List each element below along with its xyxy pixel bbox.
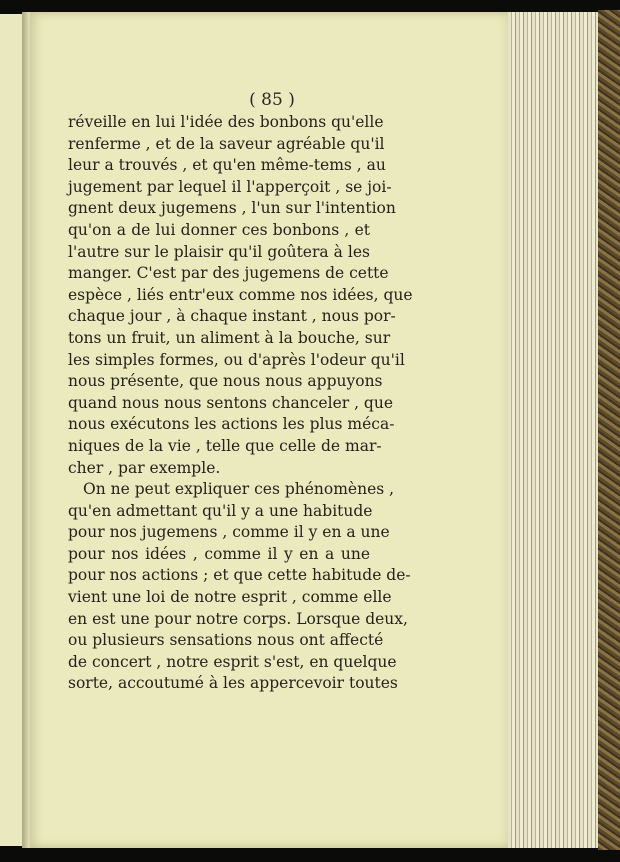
text-line: pour nos idées , comme il y en a une: [68, 544, 370, 563]
text-line: qu'on a de lui donner ces bonbons , et: [68, 220, 370, 239]
text-line: pour nos actions ; et que cette habitude de-: [68, 566, 411, 585]
text-line: nous présente, que nous nous appuyons: [68, 372, 383, 391]
text-line: vient une loi de notre esprit , comme elle: [68, 588, 392, 607]
book-cover-edge: [598, 10, 620, 850]
page-number: ( 85 ): [249, 90, 295, 110]
text-line: tons un fruit, un aliment à la bouche, sur: [68, 328, 391, 347]
text-line: les simples formes, ou d'après l'odeur qu'il: [68, 350, 405, 369]
text-line: de concert , notre esprit s'est, en quelque: [68, 652, 397, 671]
text-line: gnent deux jugemens , l'un sur l'intention: [68, 199, 396, 218]
text-line: cher , par exemple.: [68, 458, 221, 477]
text-line: quand nous nous sentons chanceler , que: [68, 393, 394, 412]
text-line: nous exécutons les actions les plus méca-: [68, 415, 395, 434]
text-line: ou plusieurs sensations nous ont affecté: [68, 631, 384, 650]
text-line: réveille en lui l'idée des bonbons qu'elle: [68, 113, 384, 131]
text-line: renferme , et de la saveur agréable qu'il: [68, 134, 385, 153]
text-line: espèce , liés entr'eux comme nos idées, que: [68, 285, 413, 304]
text-line: sorte, accoutumé à les appercevoir toutes: [68, 674, 398, 693]
text-line: On ne peut expliquer ces phénomènes ,: [83, 480, 395, 499]
text-line: jugement par lequel il l'apperçoit , se joi-: [68, 177, 392, 196]
page-text: [68, 112, 413, 695]
text-line: leur a trouvés , et qu'en même-tems , au: [68, 156, 386, 175]
text-line: chaque jour , à chaque instant , nous por-: [68, 307, 396, 326]
text-line: pour nos jugemens , comme il y en a une: [68, 523, 390, 542]
text-line: qu'en admettant qu'il y a une habitude: [68, 501, 373, 520]
text-line: en est une pour notre corps. Lorsque deux,: [68, 609, 408, 628]
text-line: manger. C'est par des jugemens de cette: [68, 264, 389, 283]
page-edges: [508, 12, 603, 848]
text-line: l'autre sur le plaisir qu'il goûtera à les: [68, 242, 370, 261]
text-line: niques de la vie , telle que celle de mar-: [68, 436, 382, 455]
